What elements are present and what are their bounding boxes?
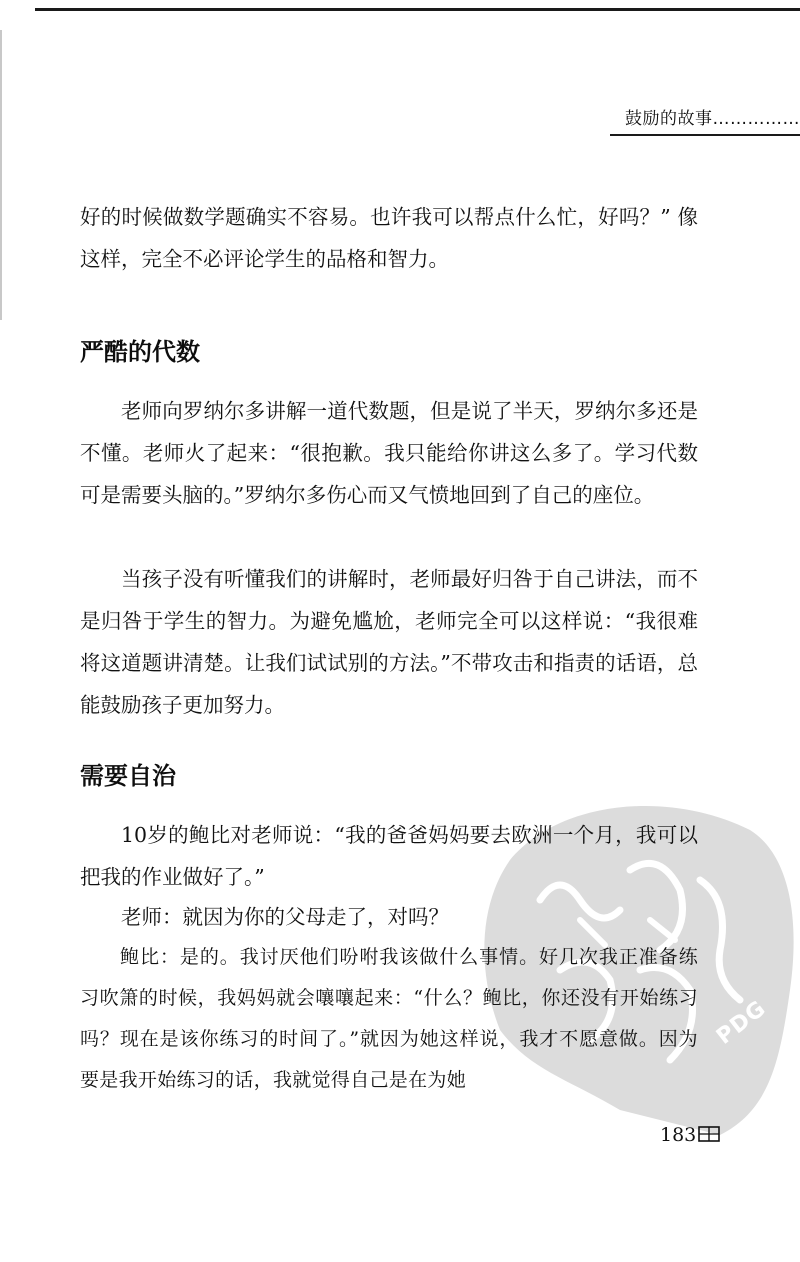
top-rule [35, 8, 800, 11]
section-title-harsh-algebra: 严酷的代数 [80, 338, 200, 366]
section2-dialogue: 鲍比：是的。我讨厌他们吩咐我该做什么事情。好几次我正准备练习吹箫的时候，我妈妈就会嚷嚷起来：“什么？鲍比，你还没有开始练习吗？现在是该你练习的时间了。”就因为她这样说，我才不愿意做。因为要是我开始练习的话，我就觉得自己是在为她 [80, 946, 698, 1091]
section2-paragraph-2: 老师：就因为你的父母走了，对吗？ [121, 905, 449, 929]
book-icon [698, 1126, 720, 1142]
watermark-text: PDG [712, 995, 772, 1050]
section1-paragraph-1: 老师向罗纳尔多讲解一道代数题，但是说了半天，罗纳尔多还是不懂。老师火了起来：“很抱歉。我只能给你讲这么多了。学习代数可是需要头脑的。”罗纳尔多伤心而又气愤地回到了自己的座位。 [80, 399, 698, 507]
running-head: 鼓励的故事…………… [625, 109, 800, 129]
section2-paragraph-1: 10岁的鲍比对老师说：“我的爸爸妈妈要去欧洲一个月，我可以把我的作业做好了。” [80, 823, 698, 889]
page-number: 183 [660, 1124, 697, 1146]
section1-paragraph-2: 当孩子没有听懂我们的讲解时，老师最好归咎于自己讲法，而不是归咎于学生的智力。为避免尴尬，老师完全可以这样说：“我很难将这道题讲清楚。让我们试试别的方法。”不带攻击和指责的话语，总能鼓励孩子更加努力。 [80, 567, 698, 717]
running-head-rule [610, 134, 800, 136]
intro-paragraph: 好的时候做数学题确实不容易。也许我可以帮点什么忙，好吗？” 像这样，完全不必评论学生的品格和智力。 [80, 205, 698, 271]
section-title-need-autonomy: 需要自治 [80, 762, 176, 790]
scan-edge-mark [0, 30, 2, 320]
